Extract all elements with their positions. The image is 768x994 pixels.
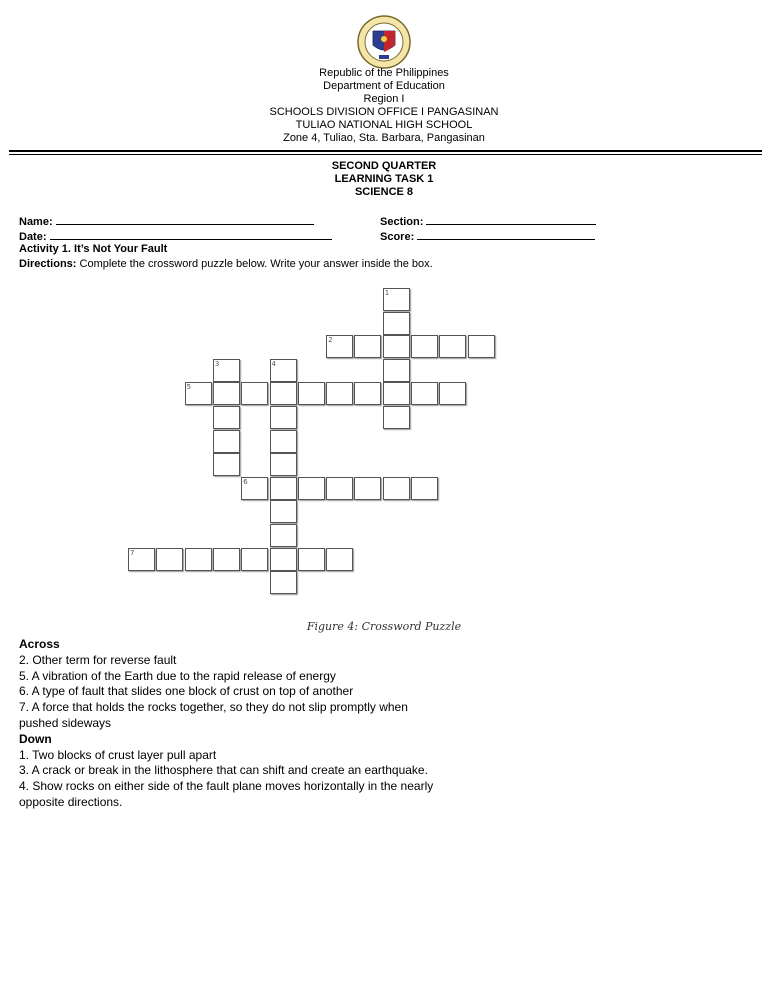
across-clue: 2. Other term for reverse fault [19,652,177,667]
down-heading: Down [19,731,52,746]
header-region: Region I [363,93,405,105]
crossword-cell[interactable] [326,382,353,405]
date-blank[interactable] [50,229,332,240]
section-label: Section: [380,216,424,228]
deped-seal-logo [351,15,417,69]
crossword-cell[interactable] [326,477,353,500]
directions-text: Complete the crossword puzzle below. Write your answer inside the box. [76,258,433,270]
across-clue: 7. A force that holds the rocks together, so they do not slip promptly when pushed sideways [19,700,408,730]
crossword-cell[interactable] [354,477,381,500]
crossword-cell[interactable] [270,359,297,382]
header-republic: Republic of the Philippines [319,67,449,79]
task-label: LEARNING TASK 1 [334,173,434,185]
date-label: Date: [19,231,47,243]
clue-number: 6 [243,477,248,486]
crossword-cell[interactable] [270,477,297,500]
clue-number: 1 [384,289,390,297]
down-clue: 1. Two blocks of crust layer pull apart [19,747,217,762]
crossword-cell[interactable] [270,453,297,476]
crossword-cell[interactable] [354,335,381,358]
directions [19,258,433,271]
crossword-cell[interactable] [128,548,155,571]
crossword-cell[interactable] [213,406,240,429]
crossword-cell[interactable] [270,382,297,405]
crossword-cell[interactable] [326,335,353,358]
clue-number: 2 [328,336,333,345]
clue-number: 7 [130,548,135,557]
section-blank[interactable] [426,214,596,225]
crossword-cell[interactable] [439,335,466,358]
crossword-cell[interactable] [213,382,240,405]
crossword-cell[interactable] [241,477,268,500]
crossword-cell[interactable] [213,359,240,382]
crossword-cell[interactable] [468,335,495,358]
crossword-cell[interactable] [411,335,438,358]
crossword-cell[interactable] [213,548,240,571]
crossword-cell[interactable] [326,548,353,571]
crossword-cell[interactable] [270,548,297,571]
crossword-cell[interactable] [270,430,297,453]
subject-label: SCIENCE 8 [354,186,414,198]
quarter-label: SECOND QUARTER [331,160,437,172]
crossword-cell[interactable] [241,382,268,405]
clue-number: 4 [271,359,276,368]
crossword-cell[interactable] [298,548,325,571]
crossword-cell[interactable] [185,548,212,571]
across-clue: 6. A type of fault that slides one block of crust on top of another [19,684,354,699]
directions-label: Directions: [19,258,77,270]
name-blank[interactable] [56,214,314,225]
crossword-cell[interactable] [411,477,438,500]
crossword-cell[interactable] [383,477,410,500]
across-clue: 5. A vibration of the Earth due to the rapid release of energy [19,668,336,683]
clue-number: 3 [214,359,220,368]
crossword-cell[interactable] [185,382,212,405]
crossword-cell[interactable] [213,453,240,476]
crossword-cell[interactable] [298,477,325,500]
crossword-cell[interactable] [270,406,297,429]
score-field[interactable] [380,229,595,244]
crossword-cell[interactable] [383,288,410,311]
crossword-cell[interactable] [411,382,438,405]
crossword-cell[interactable] [270,524,297,547]
score-label: Score: [380,231,415,243]
header-department: Department of Education [323,80,445,92]
clues [19,637,439,811]
activity-title: Activity 1. It’s Not Your Fault [19,243,168,255]
crossword-cell[interactable] [213,430,240,453]
name-label: Name: [19,216,53,228]
header-address: Zone 4, Tuliao, Sta. Barbara, Pangasinan [283,132,485,144]
name-field[interactable] [19,214,314,229]
score-blank[interactable] [417,229,595,240]
crossword-cell[interactable] [383,312,410,335]
crossword-cell[interactable] [270,500,297,523]
crossword-cell[interactable] [354,382,381,405]
crossword-cell[interactable] [270,571,297,594]
header-divider-thin [9,154,762,155]
crossword-cell[interactable] [383,406,410,429]
crossword-cell[interactable] [241,548,268,571]
task-title [0,160,768,199]
crossword-cell[interactable] [298,382,325,405]
section-field[interactable] [380,214,596,229]
down-clue: 3. A crack or break in the lithosphere that can shift and create an earthquake. [19,763,428,778]
figure-caption: Figure 4: Crossword Puzzle [306,620,462,633]
crossword-cell[interactable] [156,548,183,571]
clue-number: 5 [186,383,192,392]
header-division: SCHOOLS DIVISION OFFICE I PANGASINAN [269,106,499,118]
crossword-cell[interactable] [383,335,410,358]
header-school: TULIAO NATIONAL HIGH SCHOOL [295,119,473,131]
down-clue: 4. Show rocks on either side of the fault plane moves horizontally in the nearly opposite directions. [19,779,434,809]
date-field[interactable] [19,229,332,244]
crossword-cell[interactable] [383,359,410,382]
crossword-cell[interactable] [439,382,466,405]
across-heading: Across [19,637,60,651]
crossword-cell[interactable] [383,382,410,405]
header-divider-thick [9,150,762,152]
